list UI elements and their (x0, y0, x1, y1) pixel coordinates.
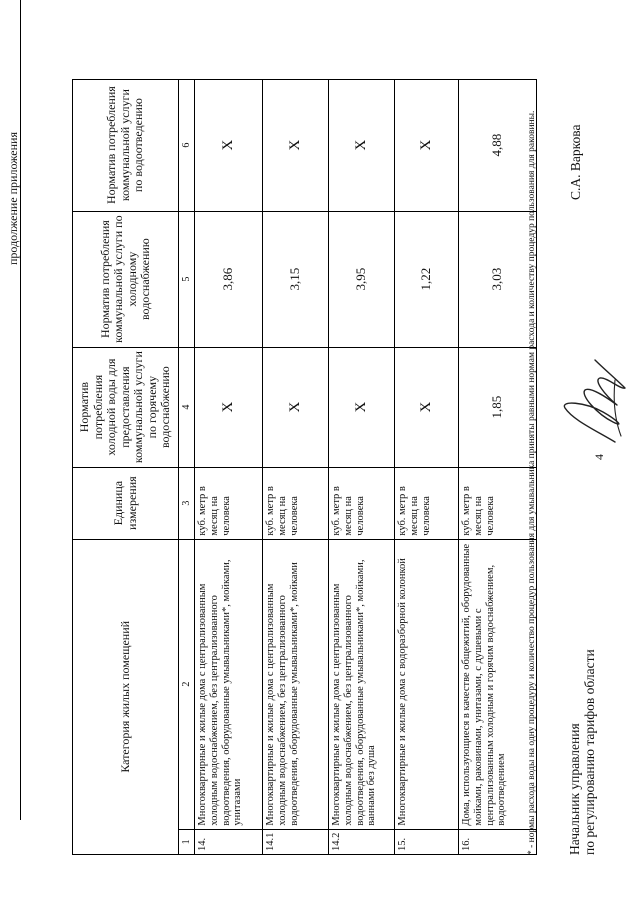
row-unit: куб. метр в месяц на человека (459, 467, 537, 539)
row-unit: куб. метр в месяц на человека (263, 467, 329, 539)
row-cold-water-value: 3,95 (329, 211, 395, 347)
header-cold-water-norm: Норматив потребления коммунальной услуги по холодному водоснабжению (73, 211, 179, 347)
signer-title-line: Начальник управления (567, 723, 582, 855)
row-number: 14.2 (329, 829, 395, 854)
row-hot-water-value: X (263, 347, 329, 467)
column-number: 2 (179, 539, 195, 829)
table-row (329, 79, 395, 854)
header-category: Категория жилых помещений (73, 539, 179, 854)
norms-table (72, 79, 537, 855)
row-hot-water-value: X (195, 347, 263, 467)
row-drainage-value: X (329, 79, 395, 211)
row-hot-water-value: X (329, 347, 395, 467)
row-category: Дома, использующиеся в качестве общежитий, оборудованные мойками, раковинами, унитазами, с душевыми с централизованным холодным и горячим водоснабжением, водоотведением (459, 539, 537, 829)
signer-title (568, 649, 598, 855)
row-number: 14.1 (263, 829, 329, 854)
row-category: Многоквартирные и жилые дома с централизованным холодным водоснабжением, без централизованного водоотведения, оборудованные умывальниками*, мойками, унитазами (195, 539, 263, 829)
row-cold-water-value: 3,03 (459, 211, 537, 347)
table-row (263, 79, 329, 854)
table-row (195, 79, 263, 854)
row-drainage-value: 4,88 (459, 79, 537, 211)
column-number: 4 (179, 347, 195, 467)
row-number: 16. (459, 829, 537, 854)
page-number: 4 (592, 454, 606, 460)
column-number: 6 (179, 79, 195, 211)
row-number: 14. (195, 829, 263, 854)
row-drainage-value: X (195, 79, 263, 211)
table-row (459, 79, 537, 854)
column-number: 3 (179, 467, 195, 539)
column-number: 5 (179, 211, 195, 347)
row-category: Многоквартирные и жилые дома с централизованным холодным водоснабжением, без централизованного водоотведения, оборудованные умывальниками*, мойками (263, 539, 329, 829)
header-hot-water-norm: Норматив потребления холодной воды для предоставления коммунальной услуги по горячему водоснабжению (73, 347, 179, 467)
column-number-row (179, 79, 195, 854)
signer-title-line: по регулированию тарифов области (581, 649, 597, 855)
row-drainage-value: X (395, 79, 459, 211)
table-row (395, 79, 459, 854)
signer-name: С.А. Варкова (568, 124, 583, 200)
row-category: Многоквартирные и жилые дома с централизованным холодным водоснабжением, без централизованного водоотведения, оборудованные умывальниками*, мойками, ваннами без душа (329, 539, 395, 829)
row-unit: куб. метр в месяц на человека (329, 467, 395, 539)
row-hot-water-value: X (395, 347, 459, 467)
row-cold-water-value: 3,15 (263, 211, 329, 347)
row-unit: куб. метр в месяц на человека (195, 467, 263, 539)
row-category: Многоквартирные и жилые дома с водоразборной колонкой (395, 539, 459, 829)
row-drainage-value: X (263, 79, 329, 211)
header-drainage-norm: Норматив потребления коммунальной услуги по водоотведению (73, 79, 179, 211)
continuation-label: продолжение приложения (6, 132, 20, 265)
row-hot-water-value: 1,85 (459, 347, 537, 467)
row-cold-water-value: 3,86 (195, 211, 263, 347)
footnote: * - нормы расхода воды на одну процедуру и количество процедур пользования для умывальника приняты равными нормам расхода и количеству процедур пользования для раковины. (527, 110, 537, 855)
header-unit: Единица измерения (73, 467, 179, 539)
column-number: 1 (179, 829, 195, 854)
row-unit: куб. метр в месяц на человека (395, 467, 459, 539)
row-cold-water-value: 1,22 (395, 211, 459, 347)
header-row (73, 79, 179, 854)
handwritten-signature (555, 355, 635, 450)
row-number: 15. (395, 829, 459, 854)
top-rule (20, 0, 21, 820)
